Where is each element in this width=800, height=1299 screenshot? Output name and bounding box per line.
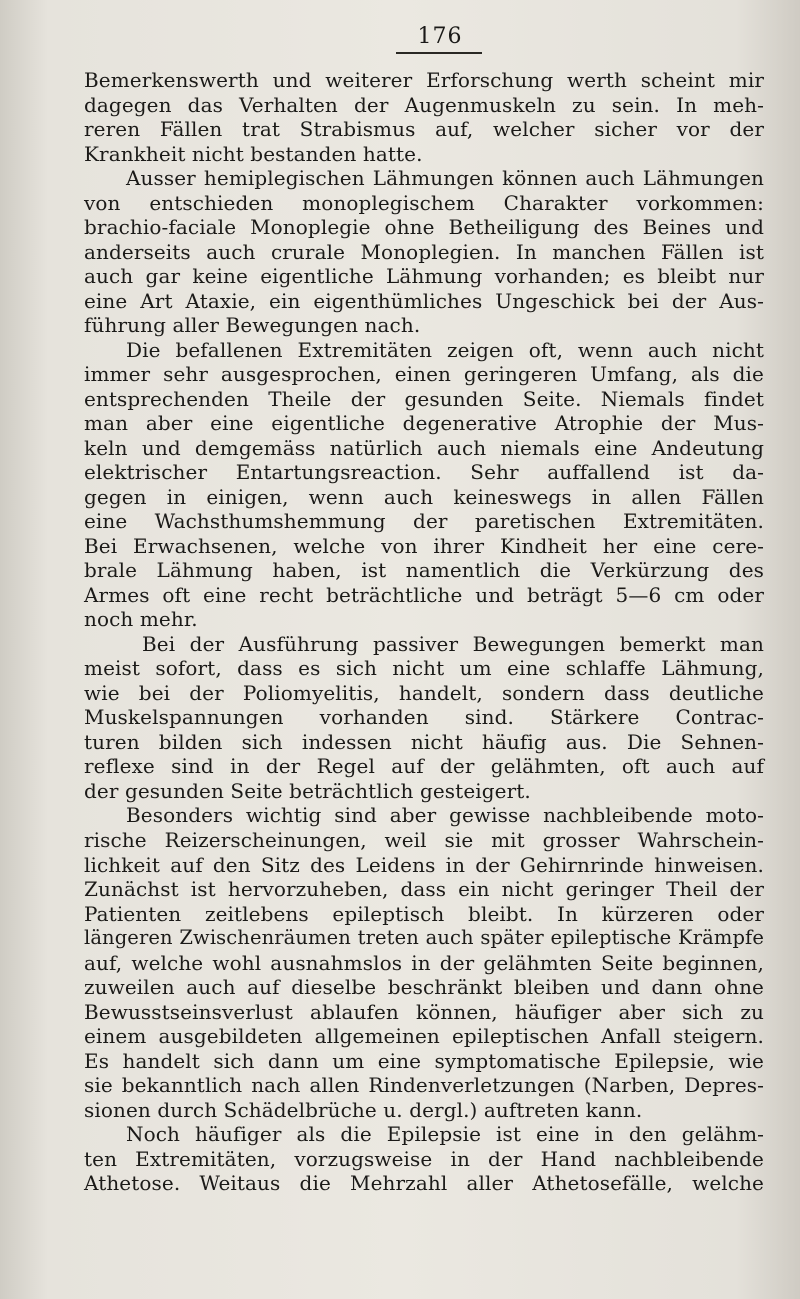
text-line: Bei Erwachsenen, welche von ihrer Kindheit her eine cere- [84, 533, 764, 558]
body-text [84, 68, 764, 1196]
text-line: Zunächst ist hervorzuheben, dass ein nicht geringer Theil der [84, 877, 764, 902]
text-line: wie bei der Poliomyelitis, handelt, sondern dass deutliche [84, 680, 764, 705]
text-line: Noch häufiger als die Epilepsie ist eine in den gelähm- [126, 1122, 764, 1147]
text-line: Ausser hemiplegischen Lähmungen können auch Lähmungen [126, 166, 764, 191]
text-line: zuweilen auch auf dieselbe beschränkt bleiben und dann ohne [84, 975, 764, 1000]
text-line: sie bekanntlich nach allen Rindenverletzungen (Narben, Depres- [84, 1073, 764, 1098]
text-line: dagegen das Verhalten der Augenmuskeln zu sein. In meh- [84, 92, 764, 117]
text-line: entsprechenden Theile der gesunden Seite. Niemals findet [84, 386, 764, 411]
text-line: Muskelspannungen vorhanden sind. Stärkere Contrac- [84, 705, 764, 730]
text-line: gegen in einigen, wenn auch keineswegs in allen Fällen [84, 484, 764, 509]
text-line: brale Lähmung haben, ist namentlich die Verkürzung des [84, 558, 764, 583]
text-line: Bewusstseinsverlust ablaufen können, häufiger aber sich zu [84, 999, 764, 1024]
text-line: lichkeit auf den Sitz des Leidens in der Gehirnrinde hinweisen. [84, 852, 764, 877]
text-line: elektrischer Entartungsreaction. Sehr auffallend ist da- [84, 460, 764, 485]
text-line: reren Fällen trat Strabismus auf, welcher sicher vor der [84, 117, 764, 142]
text-line: brachio-faciale Monoplegie ohne Betheiligung des Beines und [84, 215, 764, 240]
text-line: auf, welche wohl ausnahmslos in der gelähmten Seite beginnen, [84, 950, 764, 975]
text-line: Es handelt sich dann um eine symptomatische Epilepsie, wie [84, 1048, 764, 1073]
text-line: von entschieden monoplegischem Charakter vorkommen: [84, 190, 764, 215]
text-line: führung aller Bewegungen nach. [84, 313, 421, 338]
text-line: der gesunden Seite beträchtlich gesteigert. [84, 778, 531, 803]
text-line: noch mehr. [84, 607, 198, 632]
text-line: keln und demgemäss natürlich auch niemals eine Andeutung [84, 435, 764, 460]
text-line: reflexe sind in der Regel auf der gelähmten, oft auch auf [84, 754, 764, 779]
text-line: immer sehr ausgesprochen, einen geringeren Umfang, als die [84, 362, 764, 387]
text-line: turen bilden sich indessen nicht häufig aus. Die Sehnen- [84, 729, 764, 754]
text-line: einem ausgebildeten allgemeinen epileptischen Anfall steigern. [84, 1024, 764, 1049]
text-line: Armes oft eine recht beträchtliche und beträgt 5—6 cm oder [84, 582, 764, 607]
text-line: Die befallenen Extremitäten zeigen oft, wenn auch nicht [126, 337, 764, 362]
text-line: Bei der Ausführung passiver Bewegungen bemerkt man [142, 631, 764, 656]
text-line: Besonders wichtig sind aber gewisse nachbleibende moto- [126, 803, 764, 828]
text-line: Patienten zeitlebens epileptisch bleibt. In kürzeren oder [84, 901, 764, 926]
page-number: 176 [417, 24, 463, 49]
text-line: eine Art Ataxie, ein eigenthümliches Ungeschick bei der Aus- [84, 288, 764, 313]
text-line: anderseits auch crurale Monoplegien. In manchen Fällen ist [84, 239, 764, 264]
text-line: ten Extremitäten, vorzugsweise in der Hand nachbleibende [84, 1146, 764, 1171]
text-line: rische Reizerscheinungen, weil sie mit grosser Wahrschein- [84, 827, 764, 852]
text-line: man aber eine eigentliche degenerative Atrophie der Mus- [84, 411, 764, 436]
text-line: längeren Zwischenräumen treten auch später epileptische Krämpfe [84, 926, 764, 950]
text-line: Krankheit nicht bestanden hatte. [84, 141, 423, 166]
text-line: Bemerkenswerth und weiterer Erforschung werth scheint mir [84, 68, 764, 92]
text-line: Athetose. Weitaus die Mehrzahl aller Athetosefälle, welche [84, 1171, 764, 1196]
text-line: meist sofort, dass es sich nicht um eine schlaffe Lähmung, [84, 656, 764, 681]
text-line: sionen durch Schädelbrüche u. dergl.) auftreten kann. [84, 1097, 643, 1122]
text-line: eine Wachsthumshemmung der paretischen Extremitäten. [84, 509, 764, 534]
text-line: auch gar keine eigentliche Lähmung vorhanden; es bleibt nur [84, 264, 764, 289]
page-number-rule [396, 52, 482, 54]
